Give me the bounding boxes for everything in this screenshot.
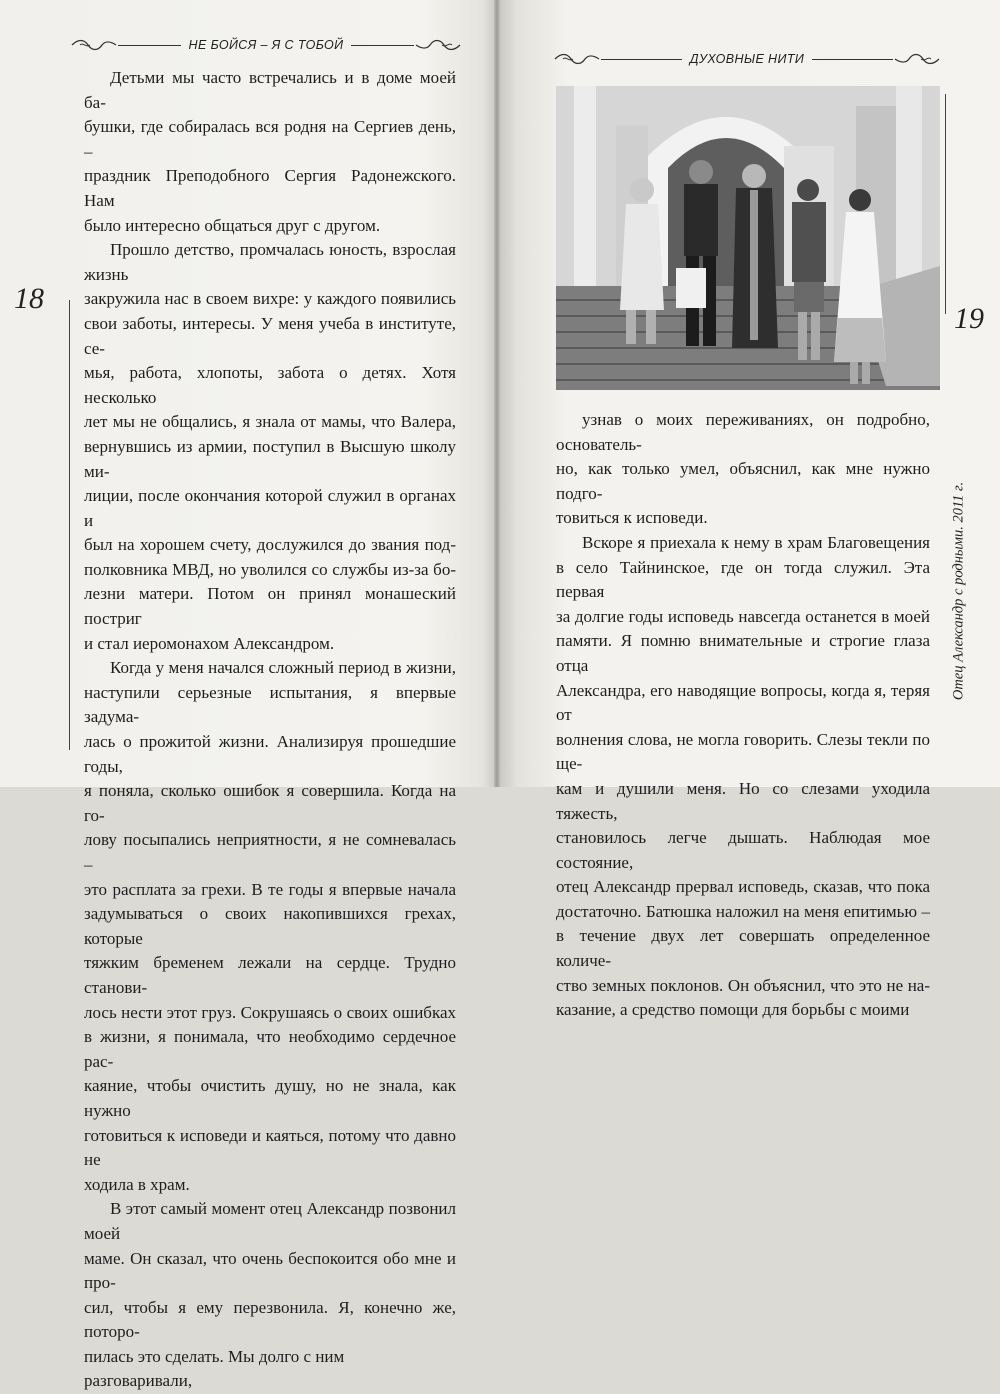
text-line: мья, работа, хлопоты, забота о детях. Хотя несколько [84, 363, 456, 407]
page-number-left: 18 [14, 282, 44, 315]
head-rule [351, 45, 414, 46]
text-line: Вскоре я приехала к нему в храм Благовещения [582, 532, 930, 552]
right-body-text [556, 408, 930, 1023]
text-line: каяние, чтобы очистить душу, но не знала, как нужно [84, 1076, 456, 1120]
flourish-ornament-icon [70, 38, 118, 52]
text-line: маме. Он сказал, что очень беспокоится обо мне и про- [84, 1248, 456, 1293]
text-line: достаточно. Батюшка наложил на меня епитимью – [556, 901, 930, 921]
book-spine [494, 0, 500, 787]
text-line: свои заботы, интересы. У меня учеба в институте, се- [84, 313, 456, 358]
text-line: за долгие годы исповедь навсегда останется в моей [556, 606, 930, 626]
head-rule [118, 45, 181, 46]
text-line: вернувшись из армии, поступил в Высшую школу ми- [84, 436, 456, 481]
left-running-head [70, 34, 462, 56]
text-line: лезни матери. Потом он принял монашеский постриг [84, 584, 456, 629]
text-line: лась о прожитой жизни. Анализируя прошедшие годы, [84, 732, 456, 776]
text-line: праздник Преподобного Сергия Радонежского. Нам [84, 166, 456, 210]
photo-caption: Отец Александр с родными. 2011 г. [950, 481, 967, 700]
text-line: Когда у меня начался сложный период в жизни, [110, 658, 456, 678]
paragraph [84, 238, 456, 656]
paragraph [84, 1197, 456, 1394]
text-line: Прошло детство, промчалась юность, взрослая жизнь [84, 240, 456, 284]
text-line: было интересно общаться друг с другом. [84, 215, 381, 235]
group-photo [556, 86, 940, 390]
right-running-head [553, 48, 941, 70]
text-line: но, как только умел, объяснил, как мне нужно подго- [556, 459, 930, 503]
text-line: готовиться к исповеди и каяться, потому что давно не [84, 1125, 456, 1170]
text-line: сил, чтобы я ему перезвонила. Я, конечно же, поторо- [84, 1297, 456, 1342]
text-line: был на хорошем счету, дослужился до звания под- [84, 535, 456, 555]
photo-caption-block [945, 418, 973, 763]
text-line: Детьми мы часто встречались и в доме моей ба- [84, 68, 456, 112]
head-rule [601, 59, 682, 60]
text-line: наступили серьезные испытания, я впервые задума- [84, 682, 456, 727]
text-line: полковника МВД, но уволился со службы из-за бо- [84, 559, 456, 579]
text-line: Александра, его наводящие вопросы, когда я, теряя от [556, 680, 930, 725]
text-line: кам и душили меня. Но со слезами уходила тяжесть, [556, 778, 930, 823]
text-line: лось нести этот груз. Сокрушаясь о своих ошибках [84, 1002, 456, 1022]
text-line: волнения слова, не могла говорить. Слезы текли по ще- [556, 729, 930, 774]
page-number-right: 19 [954, 302, 984, 335]
text-line: тяжким бременем лежали на сердце. Трудно станови- [84, 953, 456, 997]
text-line: в село Тайнинское, где он тогда служил. Эта первая [556, 557, 930, 602]
paragraph [84, 66, 456, 238]
head-rule [812, 59, 893, 60]
text-line: узнав о моих переживаниях, он подробно, основатель- [556, 410, 930, 454]
text-line: В этот самый момент отец Александр позвонил моей [84, 1199, 456, 1243]
text-line: это расплата за грехи. В те годы я впервые начала [84, 879, 456, 899]
text-line: в течение двух лет совершать определенное количе- [556, 926, 930, 971]
text-line: товиться к исповеди. [556, 508, 708, 528]
folio-rule-right [945, 94, 946, 314]
text-line: в жизни, я понимала, что необходимо сердечное рас- [84, 1027, 456, 1071]
paragraph [556, 408, 930, 531]
flourish-ornament-icon [893, 52, 941, 66]
text-line: я поняла, сколько ошибок я совершила. Когда на го- [84, 781, 456, 825]
text-line: лиции, после окончания которой служил в органах и [84, 486, 456, 530]
flourish-ornament-icon [414, 38, 462, 52]
text-line: и стал иеромонахом Александром. [84, 633, 335, 653]
text-line: пилась это сделать. Мы долго с ним разговаривали, [84, 1346, 345, 1391]
text-line: отец Александр прервал исповедь, сказав, что пока [556, 877, 930, 897]
text-line: ство земных поклонов. Он объяснил, что это не на- [556, 975, 930, 995]
church-steps-photo [556, 86, 940, 390]
text-line: лет мы не общались, я знала от мамы, что Валера, [84, 412, 456, 432]
text-line: казание, а средство помощи для борьбы с моими [556, 1000, 910, 1020]
text-line: бушки, где собиралась вся родня на Сергиев день, – [84, 117, 456, 161]
text-line: становилось легче дышать. Наблюдая мое состояние, [556, 828, 930, 872]
text-line: памяти. Я помню внимательные и строгие глаза отца [556, 631, 930, 675]
text-line: ходила в храм. [84, 1174, 190, 1194]
text-line: закружила нас в своем вихре: у каждого появились [84, 289, 456, 309]
running-head-title: НЕ БОЙСЯ – Я С ТОБОЙ [188, 38, 344, 52]
running-head-title: ДУХОВНЫЕ НИТИ [689, 52, 805, 66]
paragraph [556, 531, 930, 1023]
paragraph [84, 656, 456, 1197]
text-line: лову посыпались неприятности, я не сомневалась – [84, 830, 456, 874]
flourish-ornament-icon [553, 52, 601, 66]
left-body-text [84, 66, 456, 1394]
folio-rule-left [69, 300, 70, 750]
text-line: задумываться о своих накопившихся грехах, которые [84, 904, 456, 948]
